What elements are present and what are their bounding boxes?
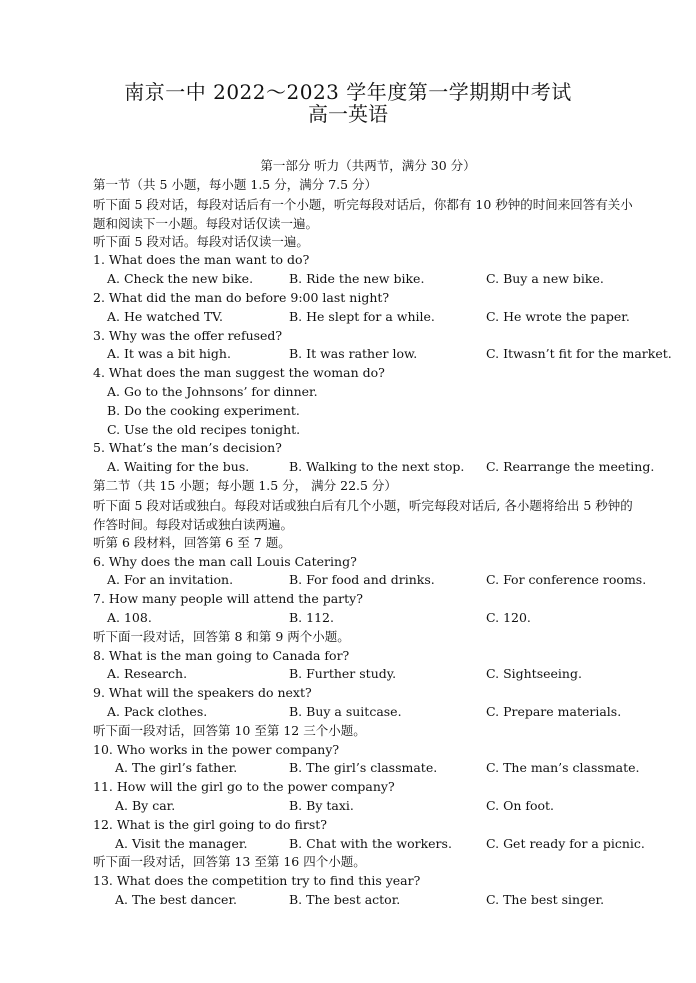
material-10-instruction: 听下面一段对话，回答第 10 至第 12 三个小题。 xyxy=(93,722,366,738)
option-a: A. By car. xyxy=(115,797,176,813)
question-11-options xyxy=(93,797,643,816)
option-a: A. 108. xyxy=(107,609,152,625)
section2-heading: 第二节（共 15 小题；每小题 1.5 分， 满分 22.5 分） xyxy=(93,477,397,493)
question-3-options xyxy=(93,345,672,364)
option-b: B. Walking to the next stop. xyxy=(289,459,465,475)
option-c: C. Rearrange the meeting. xyxy=(486,459,655,475)
option-a: A. Research. xyxy=(107,666,188,682)
question-10: 10. Who works in the power company? xyxy=(93,741,340,757)
option-c: C. The best singer. xyxy=(486,891,605,907)
option-b: B. 112. xyxy=(289,609,334,625)
question-5: 5. What’s the man’s decision? xyxy=(93,440,282,456)
option-c: C. Get ready for a picnic. xyxy=(486,835,645,851)
question-8-options xyxy=(93,665,643,684)
option-b: B. Chat with the workers. xyxy=(289,835,452,851)
section1-heading: 第一节（共 5 小题，每小题 1.5 分，满分 7.5 分） xyxy=(93,176,378,192)
section2-instructions: 听下面 5 段对话或独白。每段对话或独白后有几个小题，听完每段对话后, 各小题将给出 5 秒钟的作答时间。每段对话或独白读两遍。 xyxy=(93,497,633,532)
option-a: A. Pack clothes. xyxy=(107,703,208,719)
option-c: C. He wrote the paper. xyxy=(486,308,630,324)
option-b: B. For food and drinks. xyxy=(289,572,435,588)
option-a: A. The best dancer. xyxy=(115,891,238,907)
option-b: B. It was rather low. xyxy=(289,346,418,362)
question-7: 7. How many people will attend the party? xyxy=(93,591,363,607)
question-1: 1. What does the man want to do? xyxy=(93,252,310,268)
option-b: B. He slept for a while. xyxy=(289,308,435,324)
question-3: 3. Why was the offer refused? xyxy=(93,327,283,343)
option-a: A. Waiting for the bus. xyxy=(107,459,250,475)
question-7-options xyxy=(93,609,643,628)
section1-sub-instruction: 听下面 5 段对话。每段对话仅读一遍。 xyxy=(93,233,309,249)
question-10-options xyxy=(93,759,643,778)
option-a: A. The girl’s father. xyxy=(115,760,238,776)
exam-subtitle: 高一英语 xyxy=(308,102,388,126)
section1-instructions: 听下面 5 段对话，每段对话后有一个小题，听完每段对话后，你都有 10 秒钟的时间来回答有关小题和阅读下一小题。每段对话仅读一遍。 xyxy=(93,196,633,231)
option-b: B. Buy a suitcase. xyxy=(289,703,402,719)
question-2: 2. What did the man do before 9:00 last night? xyxy=(93,289,390,305)
question-11: 11. How will the girl go to the power company? xyxy=(93,779,395,795)
option-c: C. 120. xyxy=(486,609,531,625)
material-13-instruction: 听下面一段对话，回答第 13 至第 16 四个小题。 xyxy=(93,854,366,870)
option-c: C. Prepare materials. xyxy=(486,703,622,719)
question-6: 6. Why does the man call Louis Catering? xyxy=(93,553,357,569)
option-c: C. The man’s classmate. xyxy=(486,760,640,776)
part1-heading: 第一部分 听力（共两节，满分 30 分） xyxy=(260,158,476,173)
question-9: 9. What will the speakers do next? xyxy=(93,685,312,701)
question-8: 8. What is the man going to Canada for? xyxy=(93,647,350,663)
option-b: B. Further study. xyxy=(289,666,397,682)
question-9-options xyxy=(93,703,643,722)
question-13-options xyxy=(93,891,643,910)
exam-title: 南京一中 2022～2023 学年度第一学期期中考试 xyxy=(124,80,572,104)
question-12-options xyxy=(93,835,643,854)
question-12: 12. What is the girl going to do first? xyxy=(93,816,328,832)
option-c: C. Use the old recipes tonight. xyxy=(107,421,301,437)
question-4: 4. What does the man suggest the woman do? xyxy=(93,365,385,381)
option-c: C. Buy a new bike. xyxy=(486,271,604,287)
question-13: 13. What does the competition try to find this year? xyxy=(93,873,421,889)
exam-content xyxy=(93,157,672,910)
question-1-options xyxy=(93,270,643,289)
question-6-options xyxy=(93,571,647,590)
option-c: C. On foot. xyxy=(486,797,555,813)
option-a: A. For an invitation. xyxy=(107,572,234,588)
option-b: B. Do the cooking experiment. xyxy=(107,402,300,418)
option-a: A. Visit the manager. xyxy=(115,835,248,851)
option-a: A. He watched TV. xyxy=(107,308,223,324)
question-2-options xyxy=(93,308,643,327)
option-b: B. The girl’s classmate. xyxy=(289,760,438,776)
option-b: B. Ride the new bike. xyxy=(289,271,425,287)
option-a: A. Go to the Johnsons’ for dinner. xyxy=(107,383,318,399)
option-b: B. The best actor. xyxy=(289,891,401,907)
option-b: B. By taxi. xyxy=(289,797,354,813)
option-a: A. Check the new bike. xyxy=(107,271,254,287)
option-c: C. Itwasn’t fit for the market. xyxy=(486,346,672,362)
material-6-instruction: 听第 6 段材料，回答第 6 至 7 题。 xyxy=(93,534,291,550)
material-8-instruction: 听下面一段对话，回答第 8 和第 9 两个小题。 xyxy=(93,628,350,644)
option-a: A. It was a bit high. xyxy=(107,346,231,362)
option-c: C. Sightseeing. xyxy=(486,666,582,682)
option-c: C. For conference rooms. xyxy=(486,572,647,588)
question-5-options xyxy=(93,458,655,477)
